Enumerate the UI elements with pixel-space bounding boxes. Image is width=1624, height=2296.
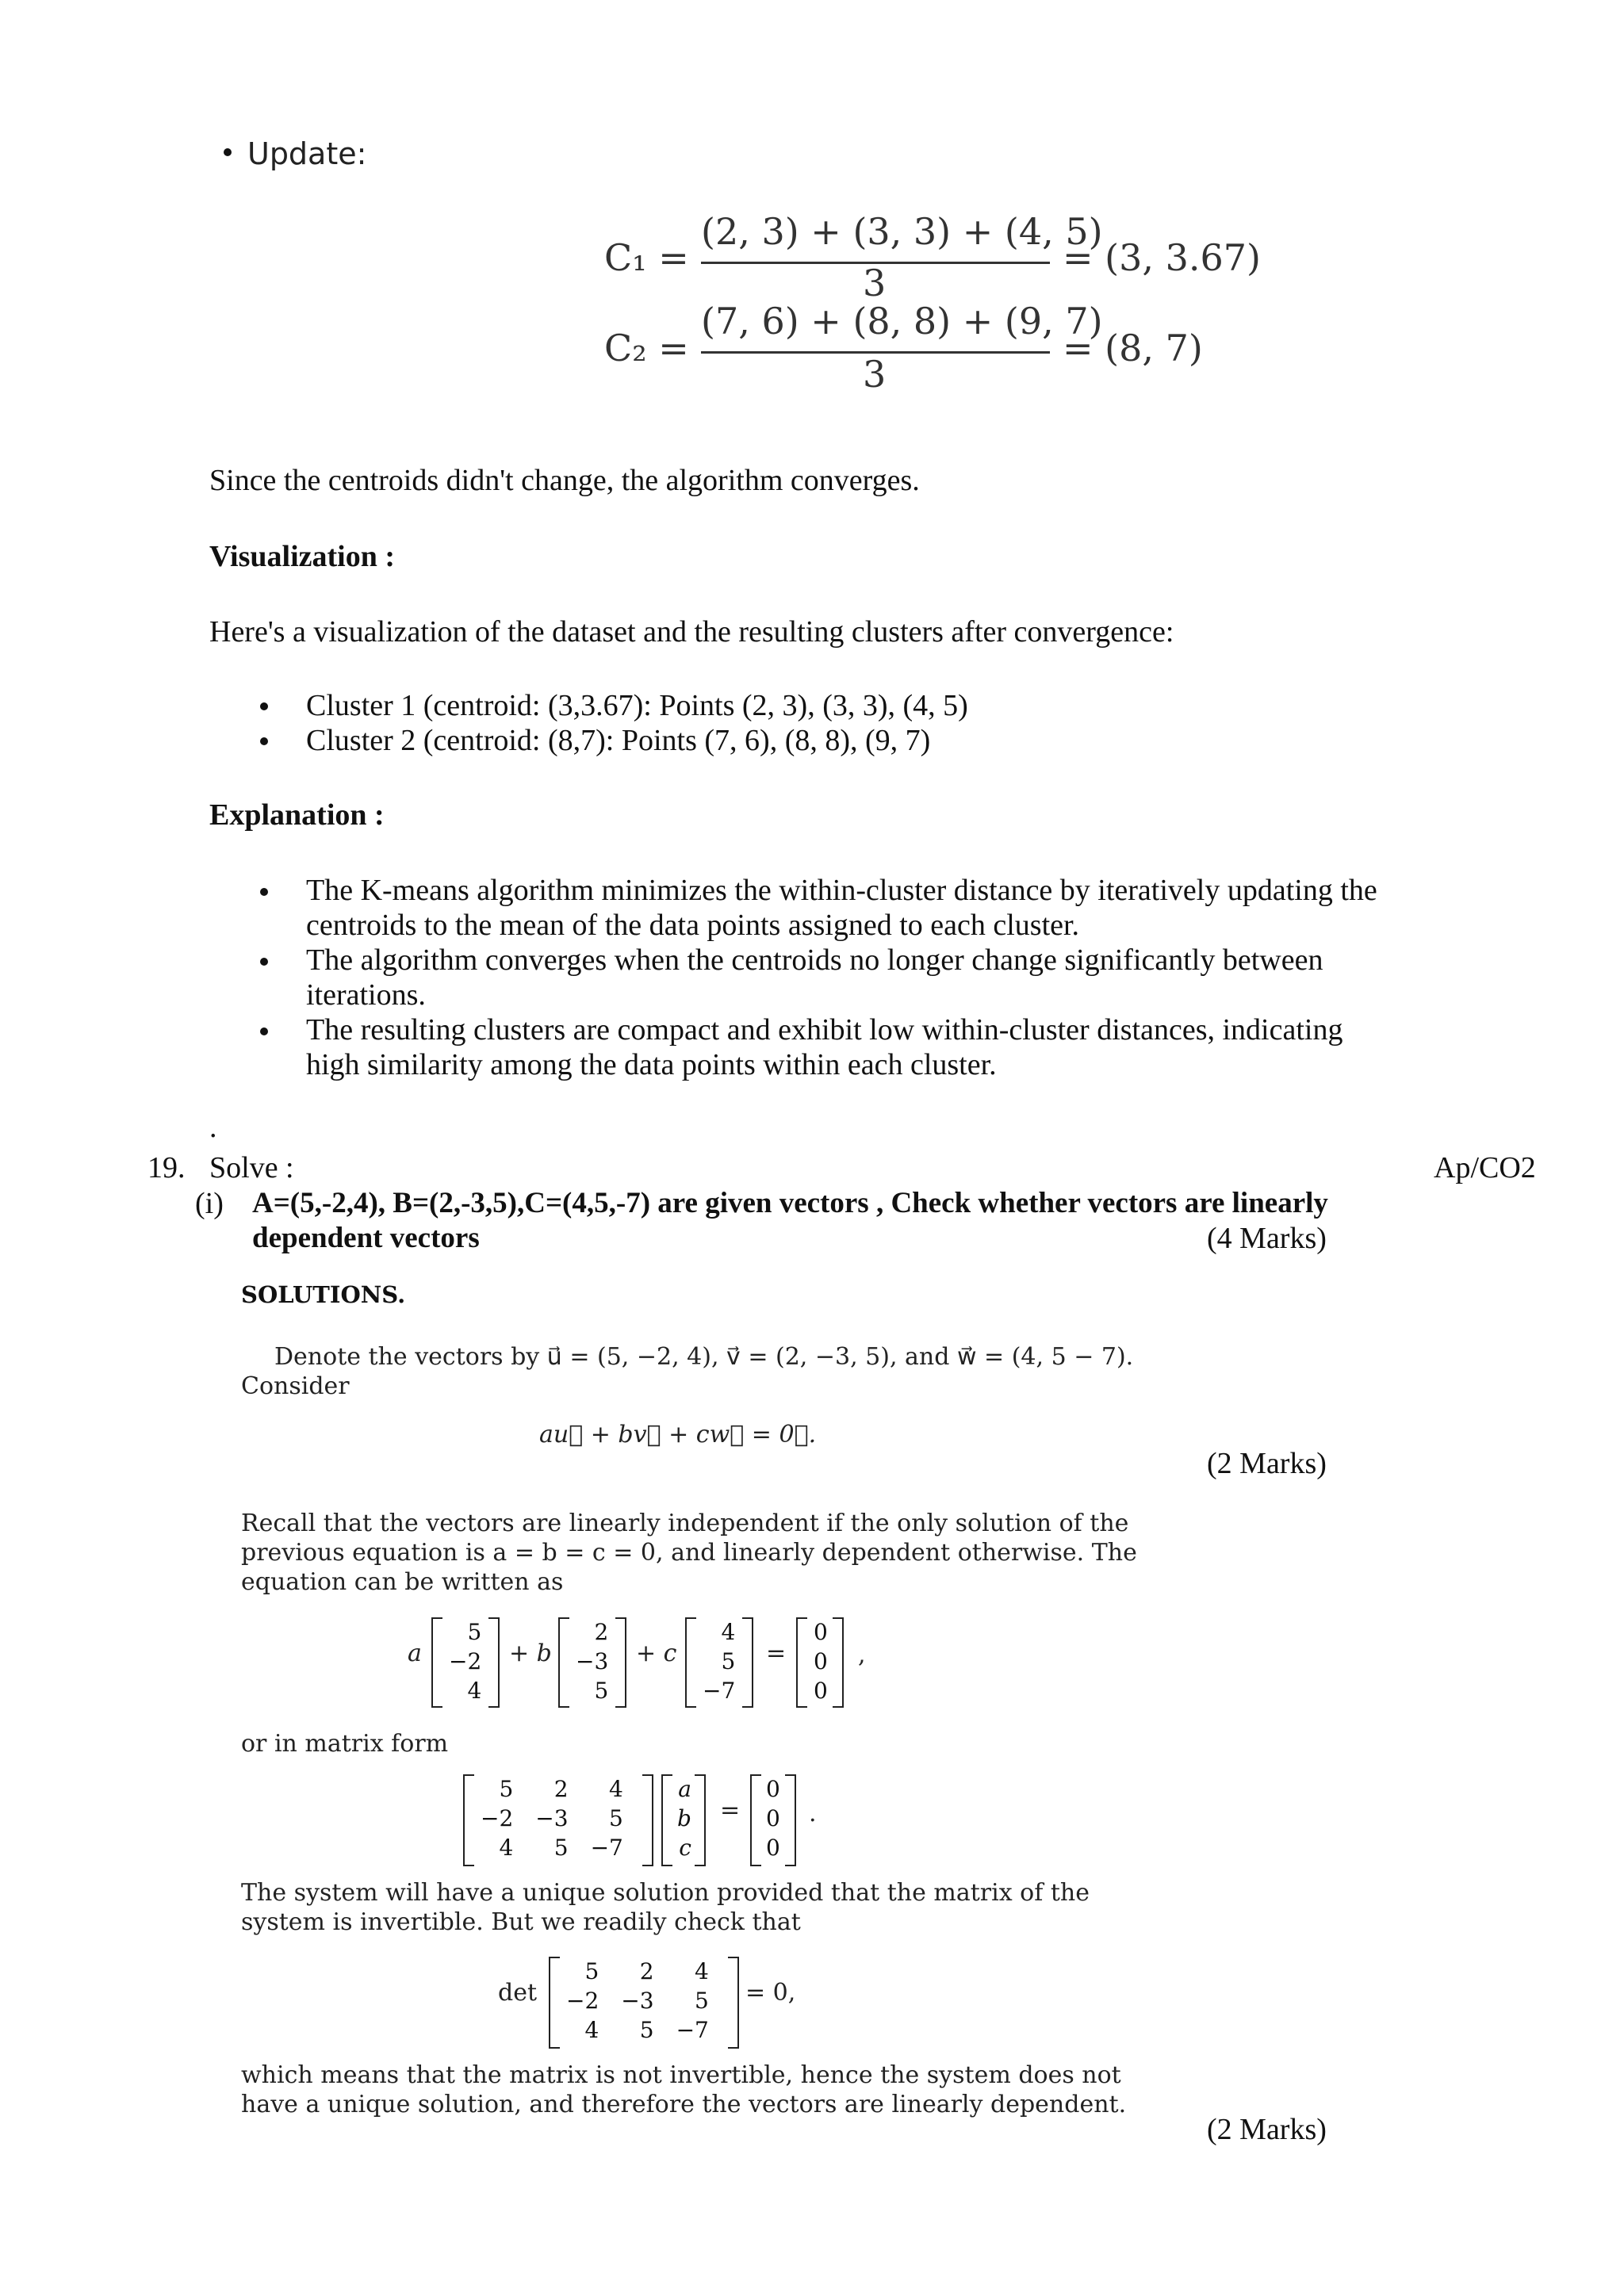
matrix-form-label: or in matrix form bbox=[241, 1730, 449, 1758]
vec-cell: −3 bbox=[576, 1648, 609, 1674]
unknown-cell: a bbox=[678, 1776, 691, 1802]
matrix-equals: = bbox=[720, 1797, 741, 1824]
cluster-1-item: Cluster 1 (centroid: (3,3.67): Points (2, 3), (3, 3), (4, 5) bbox=[306, 689, 968, 722]
recall-line-1: Recall that the vectors are linearly independent if the only solution of the bbox=[241, 1510, 1129, 1537]
stray-dot: . bbox=[209, 1111, 217, 1144]
coef-a: a bbox=[408, 1640, 422, 1667]
bracket-right bbox=[833, 1617, 844, 1708]
explanation-item-2a: The algorithm converges when the centroids no longer change significantly between bbox=[306, 943, 1323, 977]
question-part: (i) bbox=[195, 1187, 224, 1220]
update-label: Update: bbox=[247, 136, 367, 171]
det-cell: 4 bbox=[584, 2017, 599, 2043]
bullet-dot bbox=[224, 148, 232, 156]
linear-combination-eq: au⃗ + bv⃗ + cw⃗ = 0⃗. bbox=[539, 1421, 817, 1448]
c2-rhs: = (8, 7) bbox=[1063, 327, 1203, 369]
marks-1: (2 Marks) bbox=[1207, 1447, 1327, 1480]
det-result: = 0, bbox=[745, 1979, 796, 2007]
final-line-1: which means that the matrix is not invertible, hence the system does not bbox=[241, 2061, 1121, 2089]
det-cell: −3 bbox=[621, 1988, 654, 2014]
explanation-item-3a: The resulting clusters are compact and exhibit low within-cluster distances, indicating bbox=[306, 1013, 1343, 1047]
det-cell: −7 bbox=[676, 2017, 709, 2043]
question-tag: Ap/CO2 bbox=[1434, 1151, 1536, 1184]
explanation-item-1b: centroids to the mean of the data points assigned to each cluster. bbox=[306, 909, 1080, 942]
visualization-heading: Visualization : bbox=[209, 540, 395, 573]
marks-2: (2 Marks) bbox=[1207, 2113, 1327, 2146]
vec-cell: 2 bbox=[594, 1619, 609, 1645]
bracket-right bbox=[728, 1957, 739, 2049]
matrix-cell: 5 bbox=[499, 1776, 514, 1802]
denote-line-2: Consider bbox=[241, 1372, 350, 1400]
coef-b: + b bbox=[509, 1640, 552, 1667]
vec-cell: 5 bbox=[467, 1619, 482, 1645]
matrix-cell: −2 bbox=[481, 1805, 514, 1831]
det-cell: 5 bbox=[639, 2017, 654, 2043]
det-matrix bbox=[555, 1957, 720, 2045]
explanation-item-1a: The K-means algorithm minimizes the within-cluster distance by iteratively updating the bbox=[306, 874, 1377, 907]
coefficient-matrix bbox=[469, 1774, 634, 1862]
c2-lhs: C₂ = bbox=[604, 327, 689, 369]
question-text-2: dependent vectors bbox=[252, 1222, 480, 1254]
bracket-right bbox=[642, 1774, 653, 1866]
zero-cell: 0 bbox=[766, 1805, 780, 1831]
system-line-1: The system will have a unique solution provided that the matrix of the bbox=[241, 1879, 1090, 1907]
det-cell: 4 bbox=[695, 1958, 709, 1984]
converge-text: Since the centroids didn't change, the algorithm converges. bbox=[209, 464, 920, 497]
coef-c: + c bbox=[636, 1640, 677, 1667]
bullet-dot bbox=[260, 1027, 268, 1035]
bullet-dot bbox=[260, 958, 268, 966]
bracket-right bbox=[488, 1617, 500, 1708]
matrix-cell: −7 bbox=[590, 1835, 623, 1861]
vec-cell: 4 bbox=[721, 1619, 736, 1645]
question-title: Solve : bbox=[209, 1151, 294, 1184]
bracket-right bbox=[742, 1617, 753, 1708]
vector-w bbox=[691, 1617, 746, 1705]
matrix-cell: −3 bbox=[535, 1805, 569, 1831]
vec-cell: 5 bbox=[594, 1678, 609, 1704]
visualization-intro: Here's a visualization of the dataset and the resulting clusters after convergence: bbox=[209, 615, 1174, 649]
bullet-dot bbox=[260, 702, 268, 710]
vec-equals: = bbox=[766, 1640, 787, 1667]
explanation-item-2b: iterations. bbox=[306, 978, 426, 1012]
final-line-2: have a unique solution, and therefore the vectors are linearly dependent. bbox=[241, 2091, 1127, 2118]
vec-cell: 5 bbox=[721, 1648, 736, 1674]
system-line-2: system is invertible. But we readily check that bbox=[241, 1908, 801, 1936]
unknown-cell: b bbox=[677, 1805, 691, 1831]
vec-cell: −7 bbox=[703, 1678, 736, 1704]
denote-line-1: Denote the vectors by u⃗ = (5, −2, 4), v⃗ = (2, −3, 5), and w⃗ = (4, 5 − 7). bbox=[274, 1343, 1134, 1371]
bracket-right bbox=[695, 1774, 706, 1866]
recall-line-3: equation can be written as bbox=[241, 1568, 564, 1596]
vec-cell: 4 bbox=[467, 1678, 482, 1704]
solutions-heading: SOLUTIONS. bbox=[241, 1281, 406, 1308]
det-cell: 5 bbox=[584, 1958, 599, 1984]
c2-denominator: 3 bbox=[863, 353, 887, 396]
matrix-cell: 2 bbox=[553, 1776, 569, 1802]
bracket-right bbox=[615, 1617, 626, 1708]
vector-v bbox=[565, 1617, 619, 1705]
c1-numerator: (2, 3) + (3, 3) + (4, 5) bbox=[701, 210, 1103, 253]
det-cell: 5 bbox=[695, 1988, 709, 2014]
bracket-right bbox=[785, 1774, 796, 1866]
vec-cell: 0 bbox=[814, 1619, 828, 1645]
vec-cell: −2 bbox=[449, 1648, 482, 1674]
matrix-cell: 4 bbox=[609, 1776, 623, 1802]
recall-line-2: previous equation is a = b = c = 0, and linearly dependent otherwise. The bbox=[241, 1539, 1137, 1567]
question-text-1: A=(5,-2,4), B=(2,-3,5),C=(4,5,-7) are given vectors , Check whether vectors are linearly bbox=[252, 1187, 1328, 1219]
matrix-cell: 4 bbox=[499, 1835, 514, 1861]
cluster-2-item: Cluster 2 (centroid: (8,7): Points (7, 6), (8, 8), (9, 7) bbox=[306, 724, 931, 757]
c2-numerator: (7, 6) + (8, 8) + (9, 7) bbox=[701, 300, 1103, 342]
c1-denominator: 3 bbox=[863, 262, 887, 304]
matrix-period: . bbox=[809, 1800, 817, 1827]
bullet-dot bbox=[260, 888, 268, 896]
det-cell: −2 bbox=[566, 1988, 599, 2014]
zero-cell: 0 bbox=[766, 1776, 780, 1802]
question-number: 19. bbox=[147, 1151, 186, 1184]
det-label: det bbox=[498, 1979, 538, 2007]
vector-u bbox=[438, 1617, 492, 1705]
explanation-heading: Explanation : bbox=[209, 798, 385, 832]
zero-cell: 0 bbox=[766, 1835, 780, 1861]
matrix-cell: 5 bbox=[553, 1835, 569, 1861]
explanation-item-3b: high similarity among the data points within each cluster. bbox=[306, 1048, 997, 1081]
matrix-cell: 5 bbox=[609, 1805, 623, 1831]
unknown-cell: c bbox=[679, 1835, 691, 1861]
c1-lhs: C₁ = bbox=[604, 236, 689, 279]
vec-cell: 0 bbox=[814, 1678, 828, 1704]
vec-comma: , bbox=[858, 1641, 866, 1669]
vec-cell: 0 bbox=[814, 1648, 828, 1674]
c1-rhs: = (3, 3.67) bbox=[1063, 236, 1261, 279]
question-marks: (4 Marks) bbox=[1207, 1222, 1327, 1255]
bullet-dot bbox=[260, 737, 268, 745]
det-cell: 2 bbox=[639, 1958, 654, 1984]
